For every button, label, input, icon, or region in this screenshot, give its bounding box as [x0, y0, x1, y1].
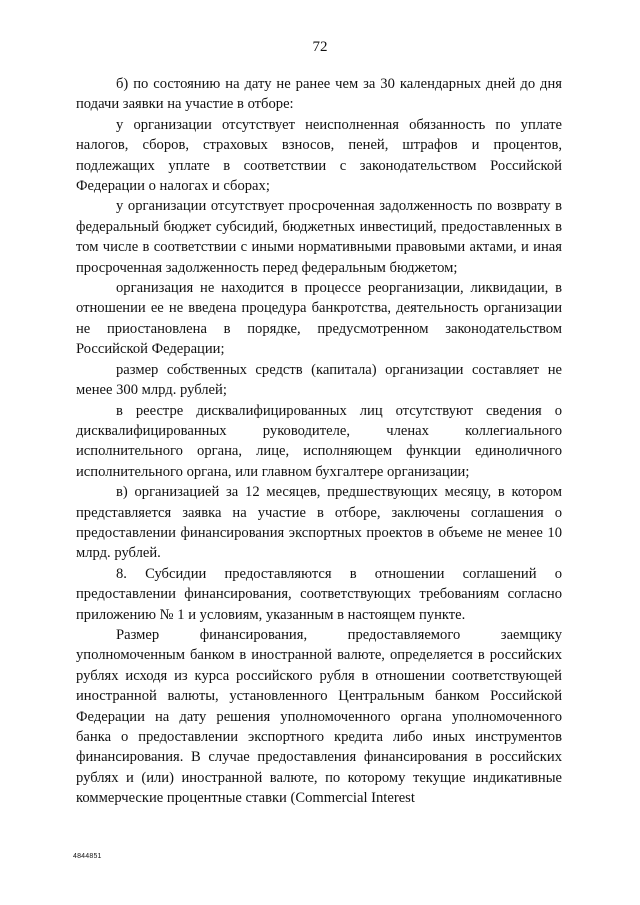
paragraph-financing-amount: Размер финансирования, предоставляемого заемщику уполномоченным банком в иностранной валюте, определяется в российских рублях исходя из курса российского рубля в отношении соответствующей иностранной валюты, установленного Центральным банком Российской Федерации на дату решения уполномоченного органа уполномоченного банка о предоставлении экспортного кредита либо иных инструментов финансирования. В случае предоставления финансирования в российских рублях и (или) иностранной валюте, по которому текущие индикативные коммерческие процентные ставки (Commercial Interest — [76, 626, 562, 807]
paragraph-no-reorganization: организация не находится в процессе реорганизации, ликвидации, в отношении ее не введена процедура банкротства, деятельность организации не приостановлена в порядке, предусмотренном законодательством Российской Федерации; — [76, 280, 562, 358]
paragraph-item-b: б) по состоянию на дату не ранее чем за 30 календарных дней до дня подачи заявки на участие в отборе: — [76, 76, 562, 113]
paragraph-no-budget-debt: у организации отсутствует просроченная задолженность по возврату в федеральный бюджет субсидий, бюджетных инвестиций, предоставленных в том числе в соответствии с иными нормативными правовыми актами, и иная просроченная задолженность перед федеральным бюджетом; — [76, 198, 562, 276]
paragraph-section-8: 8. Субсидии предоставляются в отношении соглашений о предоставлении финансирования, соответствующих требованиям согласно приложению № 1 и условиям, указанным в настоящем пункте. — [76, 565, 562, 623]
paragraph-item-c: в) организацией за 12 месяцев, предшествующих месяцу, в котором представляется заявка на участие в отборе, заключены соглашения о предоставлении финансирования экспортных проектов в объеме не менее 10 млрд. рублей. — [76, 484, 562, 562]
paragraph-no-tax-debt: у организации отсутствует неисполненная обязанность по уплате налогов, сборов, страховых взносов, пеней, штрафов и процентов, подлежащих уплате в соответствии с законодательством Российской Федерации о налогах и сборах; — [76, 116, 562, 195]
page-number: 72 — [312, 39, 328, 55]
document-code: 4844851 — [73, 853, 102, 860]
paragraph-disqualified-registry: в реестре дисквалифицированных лиц отсутствуют сведения о дисквалифицированных руководителе, членах коллегиального исполнительного органа, лице, исполняющем функции единоличного исполнительного органа, или главном бухгалтере организации; — [76, 402, 562, 480]
document-body — [76, 74, 562, 809]
paragraph-own-capital: размер собственных средств (капитала) организации составляет не менее 300 млрд. рублей; — [76, 361, 562, 399]
